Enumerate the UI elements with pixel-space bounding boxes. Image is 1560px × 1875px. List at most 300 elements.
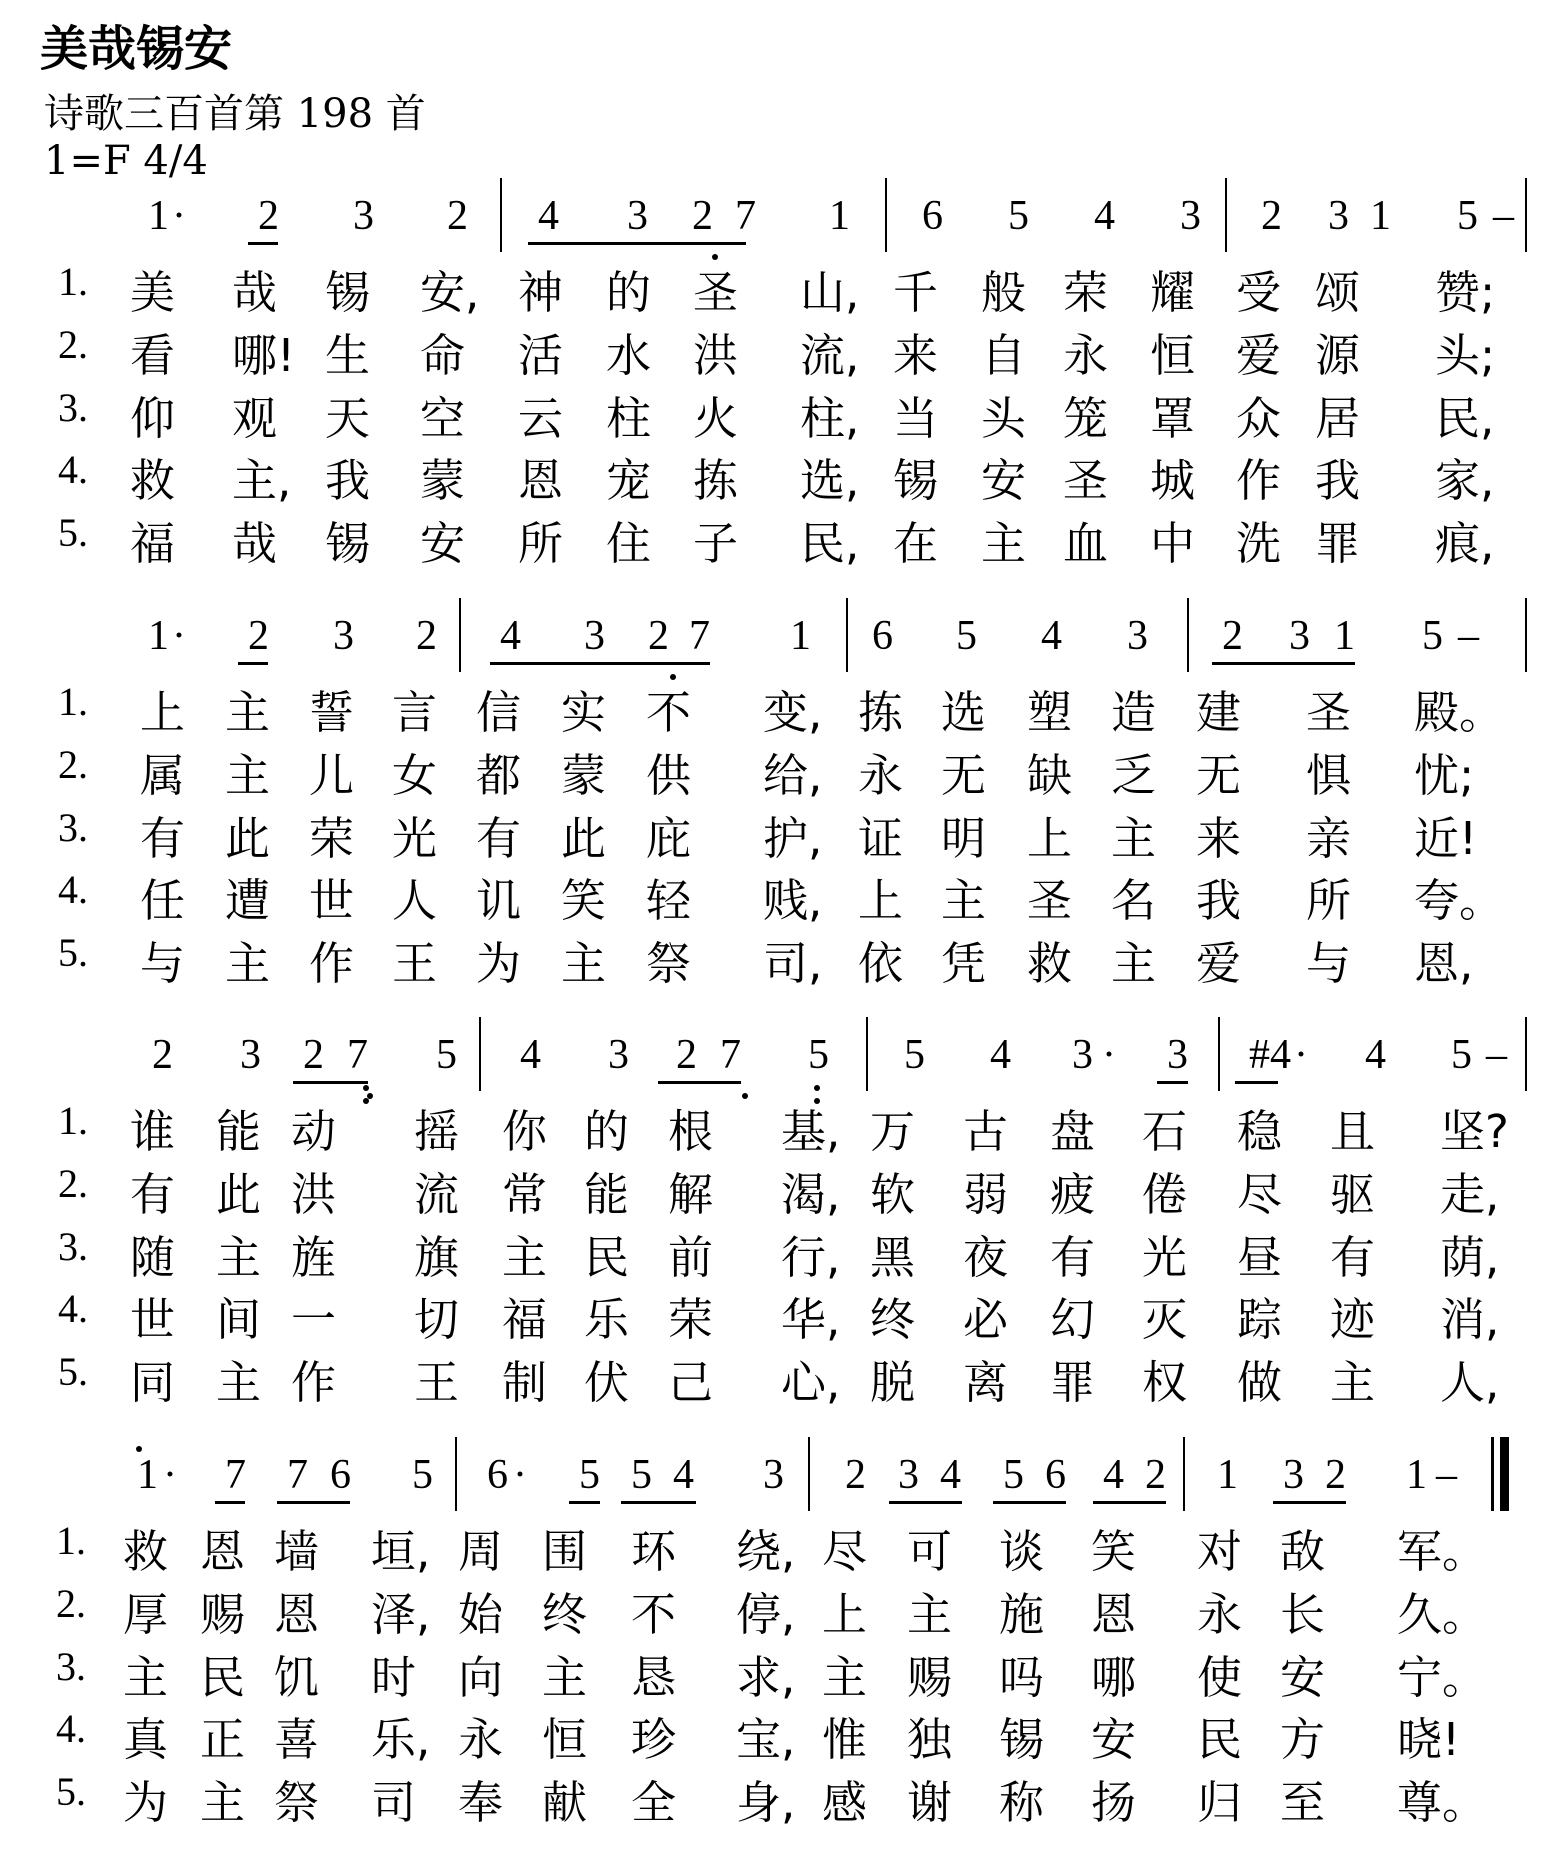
verse-number: 2. <box>58 742 88 787</box>
high-octave-dot <box>136 1446 142 1452</box>
lyric-character: 给, <box>763 749 823 802</box>
lyric-character: 住 <box>606 517 652 570</box>
verse-number: 5. <box>58 930 88 975</box>
key-signature: 1=F 4/4 <box>44 138 208 184</box>
lyric-character: 供 <box>646 749 692 802</box>
note-numeral: 4 <box>1094 193 1115 239</box>
lyric-character: 拣 <box>693 454 739 507</box>
note-numeral: 6 <box>872 613 893 659</box>
lyric-character: 夸。 <box>1414 874 1505 927</box>
lyric-character: 全 <box>631 1776 677 1829</box>
lyric-character: 轻 <box>646 874 692 927</box>
lyric-character: 主 <box>216 1231 262 1284</box>
lyric-character: 军。 <box>1397 1525 1488 1578</box>
lyric-character: 荣 <box>1063 266 1109 319</box>
lyric-character: 归 <box>1197 1776 1243 1829</box>
lyric-character: 建 <box>1196 686 1242 739</box>
lyric-character: 稳 <box>1237 1105 1283 1158</box>
note-numeral: 5 <box>579 1452 600 1498</box>
lyric-character: 圣 <box>1027 874 1073 927</box>
lyric-character: 主 <box>225 937 271 990</box>
lyric-character: 墙 <box>274 1525 320 1578</box>
lyric-character: 证 <box>858 812 904 865</box>
note-numeral: 3 <box>608 1032 629 1078</box>
lyric-character: 赐 <box>907 1651 953 1704</box>
note-numeral: 5 <box>412 1452 433 1498</box>
lyric-character: 来 <box>893 329 939 382</box>
note-numeral: 3 <box>1180 193 1201 239</box>
lyric-character: 恒 <box>1150 329 1196 382</box>
note-numeral: 7 <box>689 613 710 659</box>
note-numeral: 1 <box>137 1452 158 1498</box>
lyric-character: 主 <box>822 1651 868 1704</box>
note-numeral: 2 <box>1325 1452 1346 1498</box>
lyric-character: 光 <box>1142 1231 1188 1284</box>
lyric-character: 活 <box>518 329 564 382</box>
lyric-character: 终 <box>870 1293 916 1346</box>
lyric-character: 耀 <box>1150 266 1196 319</box>
lyric-character: 荣 <box>309 812 355 865</box>
lyric-character: 弱 <box>963 1168 1009 1221</box>
lyric-character: 民 <box>584 1231 630 1284</box>
lyric-character: 不 <box>646 686 692 739</box>
lyric-character: 主 <box>502 1231 548 1284</box>
augmentation-dot: · <box>172 193 186 239</box>
verse-number: 2. <box>56 1581 86 1626</box>
verse-number: 4. <box>58 867 88 912</box>
lyric-character: 主 <box>1330 1356 1376 1409</box>
lyric-character: 宠 <box>606 454 652 507</box>
beam-underline <box>293 1081 368 1084</box>
lyric-character: 摇 <box>414 1105 460 1158</box>
note-numeral: 5 <box>904 1032 925 1078</box>
lyric-character: 永 <box>1197 1588 1243 1641</box>
lyric-character: 绕, <box>736 1525 796 1578</box>
verse-number: 5. <box>56 1769 86 1814</box>
lyric-character: 恩 <box>1091 1588 1137 1641</box>
beam-underline <box>277 1501 350 1504</box>
note-numeral: 5 <box>1008 193 1029 239</box>
lyric-character: 对 <box>1197 1525 1243 1578</box>
beam-underline <box>569 1501 600 1504</box>
beam-underline <box>238 662 268 665</box>
lyric-character: 来 <box>1196 812 1242 865</box>
lyric-character: 赐 <box>200 1588 246 1641</box>
lyric-character: 主 <box>123 1651 169 1704</box>
lyric-character: 上 <box>140 686 186 739</box>
note-numeral: 5 <box>956 613 977 659</box>
lyric-character: 至 <box>1280 1776 1326 1829</box>
lyric-character: 称 <box>999 1776 1045 1829</box>
note-numeral: #4 <box>1249 1032 1291 1078</box>
lyric-character: 护, <box>763 812 823 865</box>
lyric-character: 言 <box>392 686 438 739</box>
lyric-character: 饥 <box>274 1651 320 1704</box>
lyric-character: 踪 <box>1237 1293 1283 1346</box>
lyric-character: 基, <box>781 1105 841 1158</box>
lyric-character: 坚? <box>1440 1105 1509 1158</box>
lyric-character: 你 <box>502 1105 548 1158</box>
augmentation-dot: · <box>163 1452 177 1498</box>
lyric-character: 救 <box>1027 937 1073 990</box>
beam-underline <box>1235 1081 1278 1084</box>
hymnal-reference: 诗歌三百首第 198 首 <box>44 91 426 137</box>
lyric-character: 有 <box>476 812 522 865</box>
barline <box>1525 598 1527 672</box>
note-numeral: 2 <box>692 193 713 239</box>
lyric-character: 司, <box>763 937 823 990</box>
lyric-character: 洪 <box>693 329 739 382</box>
note-numeral: 4 <box>1365 1032 1386 1078</box>
note-numeral: 5 <box>1003 1452 1024 1498</box>
lyric-character: 主 <box>981 517 1027 570</box>
beam-underline <box>215 1501 245 1504</box>
lyric-character: 尽 <box>822 1525 868 1578</box>
lyric-character: 盘 <box>1050 1105 1096 1158</box>
lyric-character: 造 <box>1111 686 1157 739</box>
extension-dash: – <box>1486 1032 1507 1078</box>
lyric-character: 心, <box>781 1356 841 1409</box>
lyric-character: 周 <box>458 1525 504 1578</box>
lyric-character: 晓! <box>1397 1713 1461 1766</box>
verse-number: 2. <box>58 322 88 367</box>
lyric-character: 一 <box>291 1293 337 1346</box>
lyric-character: 谁 <box>130 1105 176 1158</box>
note-numeral: 3 <box>240 1032 261 1078</box>
lyric-character: 同 <box>130 1356 176 1409</box>
note-numeral: 2 <box>447 193 468 239</box>
barline <box>459 598 461 672</box>
note-numeral: 4 <box>1103 1452 1124 1498</box>
lyric-character: 间 <box>216 1293 262 1346</box>
lyric-character: 惟 <box>822 1713 868 1766</box>
lyric-character: 独 <box>907 1713 953 1766</box>
lyric-character: 制 <box>502 1356 548 1409</box>
lyric-character: 有 <box>1050 1231 1096 1284</box>
lyric-character: 凭 <box>941 937 987 990</box>
lyric-character: 锡 <box>325 517 371 570</box>
barline <box>866 1017 868 1091</box>
note-numeral: 3 <box>584 613 605 659</box>
note-numeral: 2 <box>152 1032 173 1078</box>
lyric-character: 能 <box>216 1105 262 1158</box>
lyric-character: 缺 <box>1027 749 1073 802</box>
lyric-character: 痕, <box>1435 517 1495 570</box>
lyric-character: 人, <box>1440 1356 1500 1409</box>
lyric-character: 福 <box>502 1293 548 1346</box>
barline <box>1183 1437 1185 1511</box>
lyric-character: 柱, <box>800 392 860 445</box>
lyric-character: 般 <box>981 266 1027 319</box>
lyric-character: 子 <box>693 517 739 570</box>
extension-dash: – <box>1458 613 1479 659</box>
lyric-character: 灭 <box>1142 1293 1188 1346</box>
lyric-character: 罪 <box>1050 1356 1096 1409</box>
lyric-character: 福 <box>130 517 176 570</box>
note-numeral: 1 <box>148 193 169 239</box>
lyric-character: 恩 <box>274 1588 320 1641</box>
augmentation-dot: · <box>172 613 186 659</box>
verse-number: 5. <box>58 1349 88 1394</box>
barline <box>1225 178 1227 252</box>
lyric-character: 主 <box>542 1651 588 1704</box>
lyric-character: 围 <box>542 1525 588 1578</box>
lyric-character: 我 <box>1196 874 1242 927</box>
lyric-character: 祭 <box>646 937 692 990</box>
lyric-character: 空 <box>420 392 466 445</box>
lyric-character: 名 <box>1111 874 1157 927</box>
lyric-character: 向 <box>458 1651 504 1704</box>
lyric-character: 必 <box>963 1293 1009 1346</box>
verse-number: 3. <box>56 1644 86 1689</box>
lyric-character: 荫, <box>1440 1231 1500 1284</box>
lyric-character: 观 <box>232 392 278 445</box>
lyric-character: 厚 <box>123 1588 169 1641</box>
note-numeral: 1 <box>790 613 811 659</box>
lyric-character: 上 <box>822 1588 868 1641</box>
lyric-character: 居 <box>1315 392 1361 445</box>
note-numeral: 2 <box>416 613 437 659</box>
barline <box>500 178 502 252</box>
lyric-character: 行, <box>781 1231 841 1284</box>
lyric-character: 仰 <box>130 392 176 445</box>
lyric-character: 泽, <box>371 1588 431 1641</box>
lyric-character: 流 <box>414 1168 460 1221</box>
lyric-character: 乐 <box>584 1293 630 1346</box>
final-barline <box>1491 1437 1509 1511</box>
lyric-character: 近! <box>1414 812 1478 865</box>
lyric-character: 尊。 <box>1397 1776 1488 1829</box>
lyric-character: 头; <box>1435 329 1496 382</box>
lyric-character: 永 <box>858 749 904 802</box>
lyric-character: 作 <box>291 1356 337 1409</box>
lyric-character: 安, <box>420 266 480 319</box>
lyric-character: 夜 <box>963 1231 1009 1284</box>
lyric-character: 终 <box>542 1588 588 1641</box>
note-numeral: 5 <box>631 1452 652 1498</box>
note-numeral: 2 <box>845 1452 866 1498</box>
lyric-character: 有 <box>130 1168 176 1221</box>
lyric-character: 吗 <box>999 1651 1045 1704</box>
lyric-character: 惧 <box>1306 749 1352 802</box>
verse-number: 3. <box>58 1224 88 1269</box>
note-numeral: 1 <box>829 193 850 239</box>
verse-number: 4. <box>58 447 88 492</box>
note-numeral: 5 <box>1451 1032 1472 1078</box>
lyric-character: 云 <box>518 392 564 445</box>
lyric-character: 作 <box>1236 454 1282 507</box>
note-numeral: 6 <box>487 1452 508 1498</box>
lyric-character: 哉 <box>232 517 278 570</box>
note-numeral: 2 <box>258 193 279 239</box>
note-numeral: 4 <box>1041 613 1062 659</box>
beam-underline <box>889 1501 962 1504</box>
lyric-character: 儿 <box>309 749 355 802</box>
lyric-character: 为 <box>123 1776 169 1829</box>
lyric-character: 贱, <box>763 874 823 927</box>
lyric-character: 扬 <box>1091 1776 1137 1829</box>
lyric-character: 为 <box>476 937 522 990</box>
note-numeral: 2 <box>303 1032 324 1078</box>
lyric-character: 停, <box>736 1588 796 1641</box>
lyric-character: 源 <box>1315 329 1361 382</box>
lyric-character: 主 <box>561 937 607 990</box>
lyric-character: 爱 <box>1236 329 1282 382</box>
lyric-character: 颂 <box>1315 266 1361 319</box>
lyric-character: 实 <box>561 686 607 739</box>
lyric-character: 所 <box>518 517 564 570</box>
lyric-character: 都 <box>476 749 522 802</box>
lyric-character: 变, <box>763 686 823 739</box>
verse-number: 1. <box>58 679 88 724</box>
note-numeral: 1 <box>1406 1452 1427 1498</box>
low-octave-dot <box>742 1093 748 1099</box>
note-numeral: 7 <box>287 1452 308 1498</box>
lyric-character: 前 <box>668 1231 714 1284</box>
lyric-character: 中 <box>1150 517 1196 570</box>
note-numeral: 2 <box>1222 613 1243 659</box>
lyric-character: 动 <box>291 1105 337 1158</box>
lyric-character: 选 <box>941 686 987 739</box>
lyric-character: 恩 <box>518 454 564 507</box>
lyric-character: 洪 <box>291 1168 337 1221</box>
lyric-character: 恒 <box>542 1713 588 1766</box>
lyric-character: 千 <box>893 266 939 319</box>
lyric-character: 正 <box>200 1713 246 1766</box>
note-numeral: 1 <box>1217 1452 1238 1498</box>
barline <box>885 178 887 252</box>
verse-number: 3. <box>58 805 88 850</box>
low-octave-dot <box>363 1085 369 1091</box>
notation-line <box>0 1025 1560 1095</box>
lyric-character: 使 <box>1197 1651 1243 1704</box>
lyric-character: 古 <box>963 1105 1009 1158</box>
beam-underline <box>528 242 746 245</box>
lyric-character: 伏 <box>584 1356 630 1409</box>
lyric-character: 华, <box>781 1293 841 1346</box>
verse-number: 4. <box>56 1706 86 1751</box>
low-octave-dot <box>363 1098 369 1104</box>
lyric-character: 洗 <box>1236 517 1282 570</box>
note-numeral: 3 <box>1283 1452 1304 1498</box>
augmentation-dot: · <box>1102 1032 1116 1078</box>
lyric-character: 乐, <box>371 1713 431 1766</box>
lyric-character: 安 <box>1280 1651 1326 1704</box>
lyric-character: 尽 <box>1237 1168 1283 1221</box>
lyric-character: 我 <box>1315 454 1361 507</box>
lyric-character: 时 <box>371 1651 417 1704</box>
lyric-character: 作 <box>309 937 355 990</box>
lyric-character: 荣 <box>668 1293 714 1346</box>
lyric-character: 安 <box>1091 1713 1137 1766</box>
lyric-character: 民 <box>200 1651 246 1704</box>
note-numeral: 1 <box>1334 613 1355 659</box>
lyric-character: 旌 <box>291 1231 337 1284</box>
lyric-character: 垣, <box>371 1525 431 1578</box>
lyric-character: 的 <box>584 1105 630 1158</box>
lyric-character: 恩 <box>200 1525 246 1578</box>
lyric-character: 切 <box>414 1293 460 1346</box>
verse-number: 1. <box>56 1518 86 1563</box>
lyric-character: 遭 <box>225 874 271 927</box>
lyric-character: 石 <box>1142 1105 1188 1158</box>
lyric-character: 走, <box>1440 1168 1500 1221</box>
lyric-character: 救 <box>130 454 176 507</box>
lyric-character: 不 <box>631 1588 677 1641</box>
note-numeral: 3 <box>898 1452 919 1498</box>
lyric-character: 笑 <box>561 874 607 927</box>
note-numeral: 6 <box>922 193 943 239</box>
lyric-character: 主 <box>1111 937 1157 990</box>
note-numeral: 5 <box>808 1032 829 1078</box>
lyric-character: 求, <box>736 1651 796 1704</box>
score-system <box>0 1025 1560 1455</box>
lyric-character: 有 <box>140 812 186 865</box>
beam-underline <box>248 242 278 245</box>
lyric-character: 民, <box>800 517 860 570</box>
lyric-character: 恩, <box>1414 937 1474 990</box>
note-numeral: 3 <box>1072 1032 1093 1078</box>
lyric-character: 宝, <box>736 1713 796 1766</box>
lyric-character: 殿。 <box>1414 686 1505 739</box>
lyric-character: 的 <box>606 266 652 319</box>
note-numeral: 6 <box>330 1452 351 1498</box>
lyric-character: 做 <box>1237 1356 1283 1409</box>
lyric-character: 美 <box>130 266 176 319</box>
lyric-character: 此 <box>216 1168 262 1221</box>
lyric-character: 献 <box>542 1776 588 1829</box>
lyric-character: 主 <box>907 1588 953 1641</box>
note-numeral: 3 <box>627 193 648 239</box>
lyric-character: 与 <box>140 937 186 990</box>
note-numeral: 6 <box>1045 1452 1066 1498</box>
augmentation-dot: · <box>513 1452 527 1498</box>
barline <box>1525 1017 1527 1091</box>
barline <box>479 1017 481 1091</box>
lyric-character: 可 <box>907 1525 953 1578</box>
note-numeral: 5 <box>1422 613 1443 659</box>
lyric-character: 与 <box>1306 937 1352 990</box>
lyric-character: 圣 <box>1063 454 1109 507</box>
lyric-character: 城 <box>1150 454 1196 507</box>
lyric-character: 真 <box>123 1713 169 1766</box>
score-system <box>0 186 1560 616</box>
note-numeral: 7 <box>720 1032 741 1078</box>
note-numeral: 4 <box>990 1032 1011 1078</box>
lyric-character: 圣 <box>693 266 739 319</box>
lyric-character: 主 <box>225 749 271 802</box>
lyric-character: 安 <box>420 517 466 570</box>
lyric-character: 己 <box>668 1356 714 1409</box>
lyric-character: 昼 <box>1237 1231 1283 1284</box>
lyric-character: 久。 <box>1397 1588 1488 1641</box>
lyric-character: 民 <box>1197 1713 1243 1766</box>
lyric-character: 圣 <box>1306 686 1352 739</box>
lyric-character: 权 <box>1142 1356 1188 1409</box>
lyric-character: 任 <box>140 874 186 927</box>
lyric-character: 罪 <box>1315 517 1361 570</box>
lyric-character: 消, <box>1440 1293 1500 1346</box>
note-numeral: 1 <box>148 613 169 659</box>
lyric-character: 主 <box>1111 812 1157 865</box>
lyric-character: 司 <box>371 1776 417 1829</box>
lyric-character: 明 <box>941 812 987 865</box>
beam-underline <box>1212 662 1355 665</box>
lyric-character: 世 <box>130 1293 176 1346</box>
lyric-character: 解 <box>668 1168 714 1221</box>
lyric-character: 誓 <box>309 686 355 739</box>
lyric-character: 旗 <box>414 1231 460 1284</box>
